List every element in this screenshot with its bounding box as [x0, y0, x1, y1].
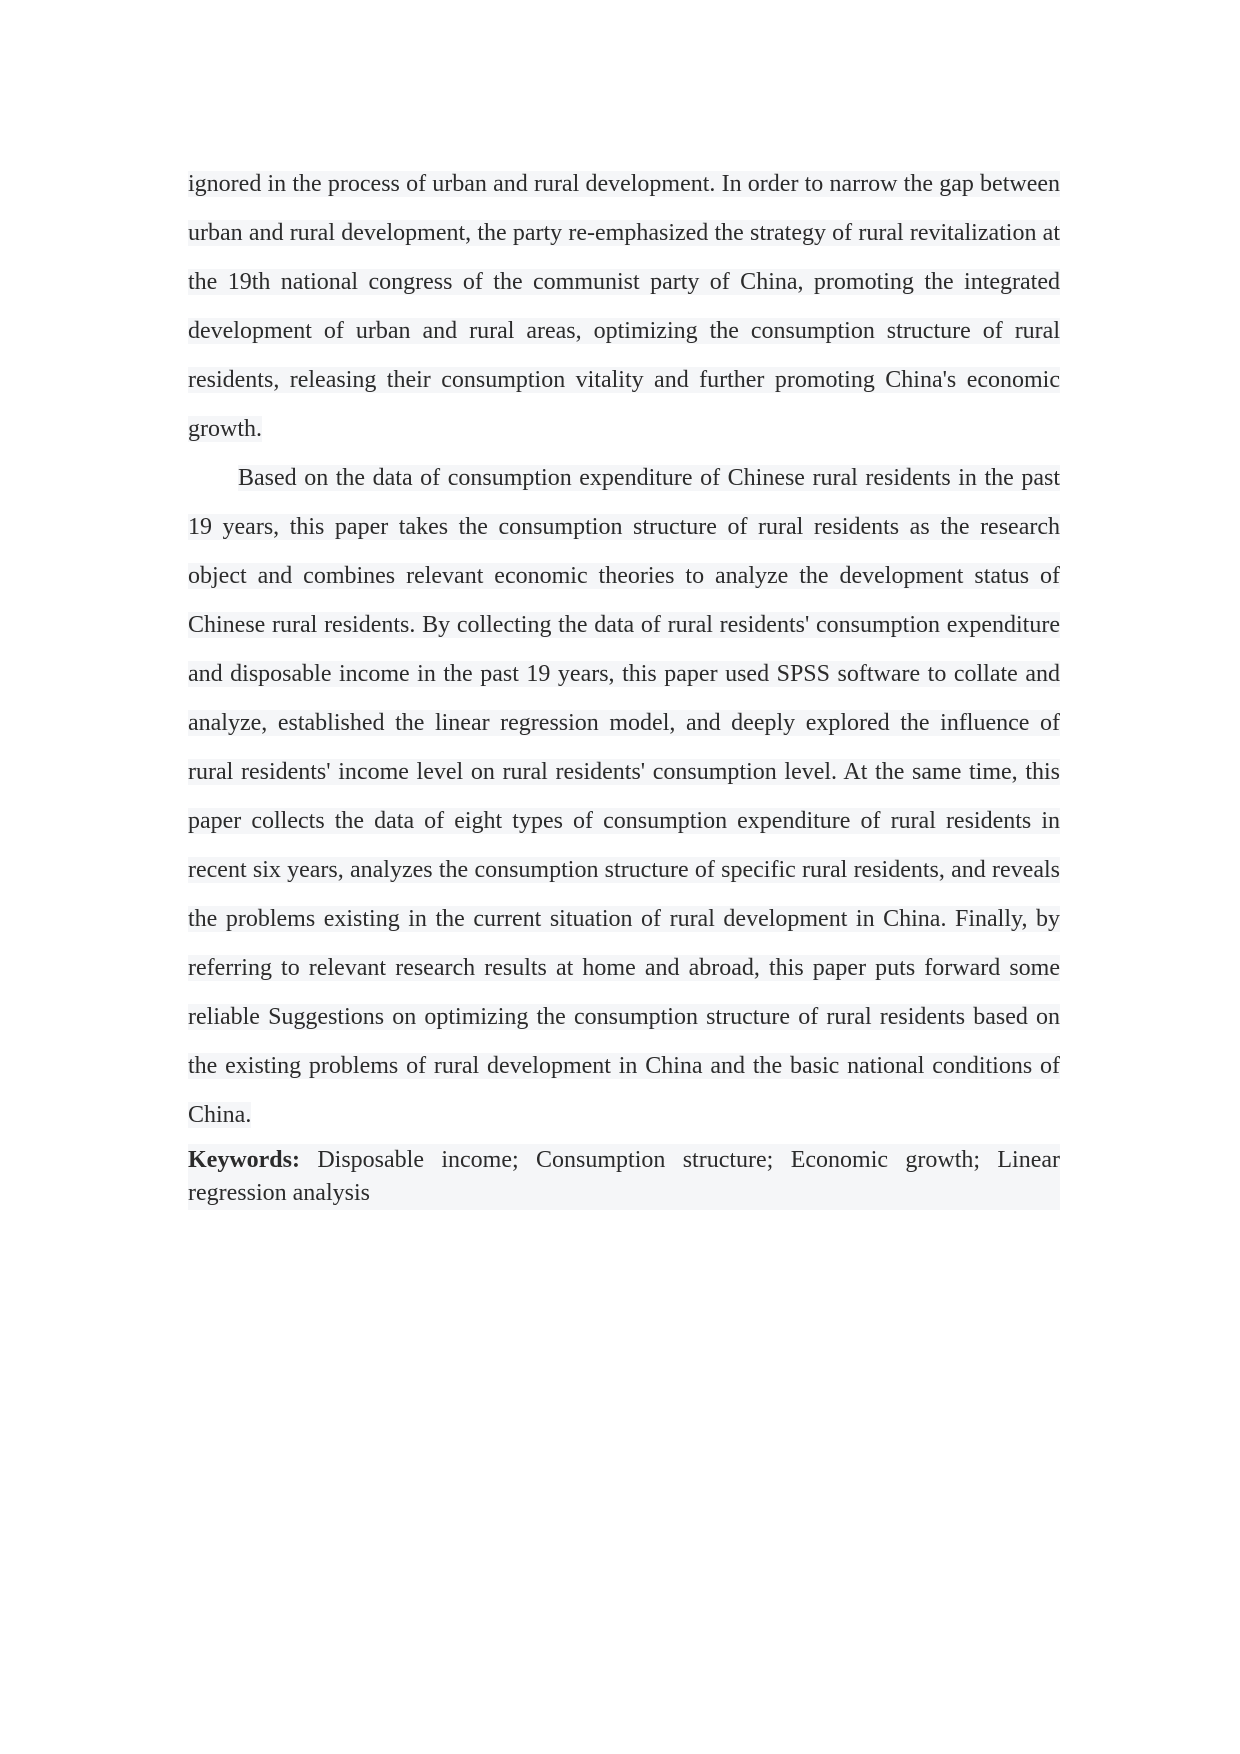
paragraph-2-text: Based on the data of consumption expenditure of Chinese rural residents in the past 19 years, this paper takes the consumption structure of rural residents as the research object and combines relevant economic theories to analyze the development status of Chinese rural residents. By collecting the data of rural residents' consumption expenditure and disposable income in the past 19 years, this paper used SPSS software to collate and analyze, established the linear regression model, and deeply explored the influence of rural residents' income level on rural residents' consumption level. At the same time, this paper collects the data of eight types of consumption expenditure of rural residents in recent six years, analyzes the consumption structure of specific rural residents, and reveals the problems existing in the current situation of rural development in China. Finally, by referring to relevant research results at home and abroad, this paper puts forward some reliable Suggestions on optimizing the consumption structure of rural residents based on the existing problems of rural development in China and the basic national conditions of China. — [188, 465, 1060, 1128]
paragraph-2 — [188, 454, 1060, 1140]
paragraph-1-text: ignored in the process of urban and rural development. In order to narrow the gap between urban and rural development, the party re-emphasized the strategy of rural revitalization at the 19th national congress of the communist party of China, promoting the integrated development of urban and rural areas, optimizing the consumption structure of rural residents, releasing their consumption vitality and further promoting China's economic growth. — [188, 171, 1060, 442]
paragraph-1 — [188, 160, 1060, 454]
keywords-label: Keywords: — [188, 1147, 300, 1173]
keywords-line — [188, 1144, 1060, 1210]
keywords-text: Disposable income; Consumption structure; Economic growth; Linear regression analysis — [188, 1147, 1061, 1206]
abstract-body — [188, 160, 1060, 1210]
